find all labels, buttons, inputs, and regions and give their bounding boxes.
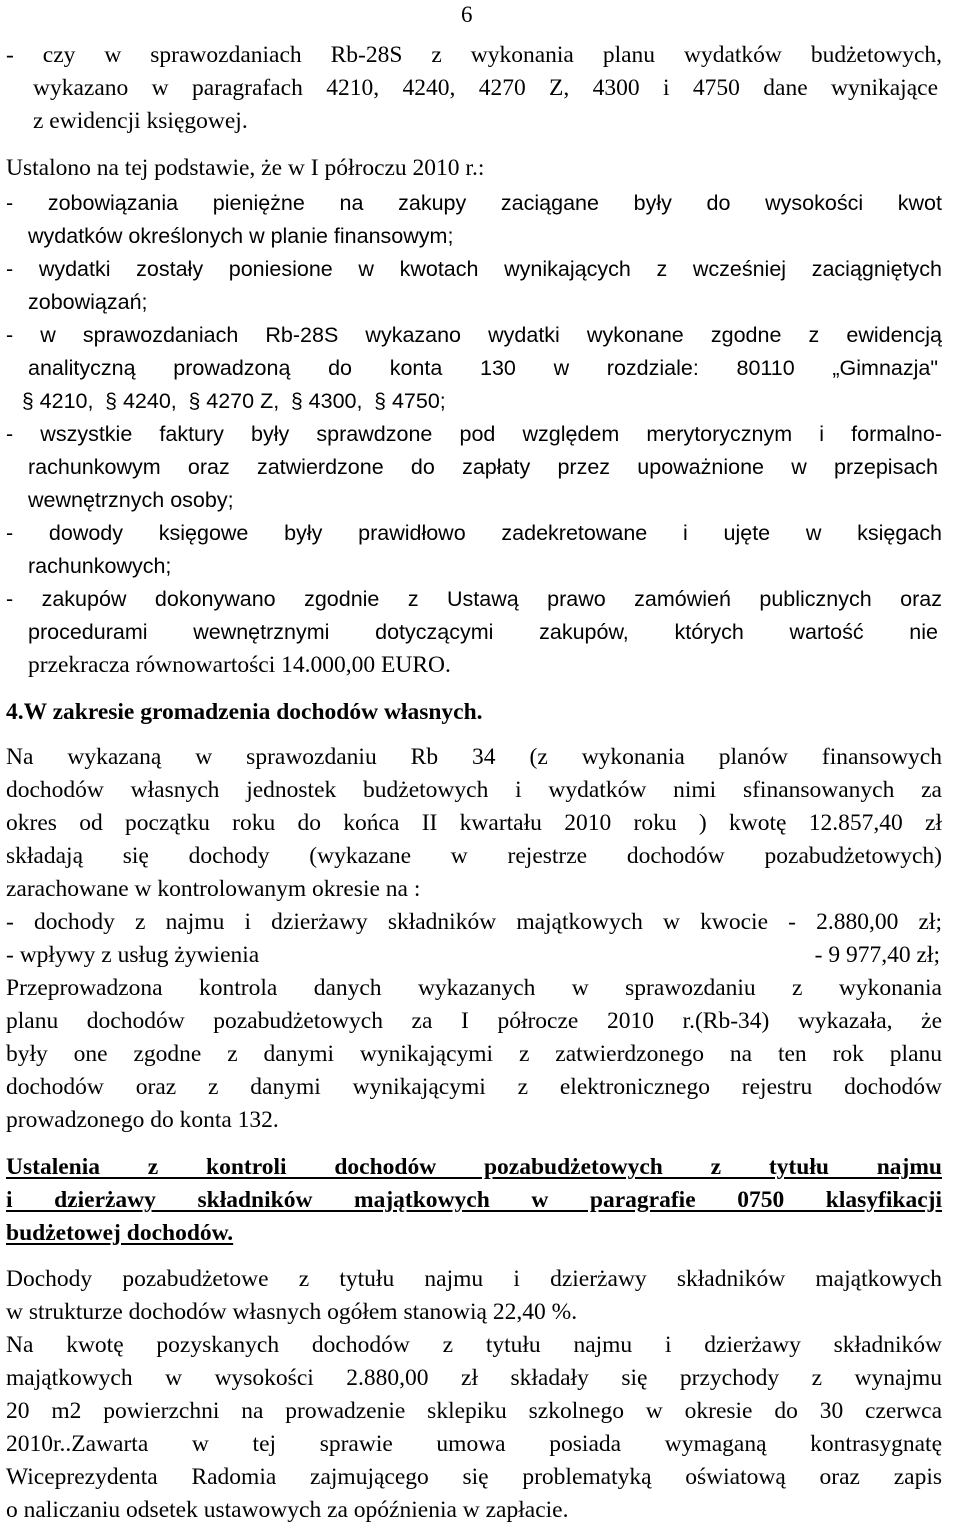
section-heading: budżetowej dochodów.: [6, 1220, 234, 1246]
text-line: wydatków określonych w planie finansowym;: [28, 224, 454, 248]
paragraph-code: 4210,: [39, 389, 94, 413]
text-line: 20 m2 powierzchni na prowadzenie sklepiku szkolnego w okresie do 30 czerwca: [6, 1398, 942, 1424]
text-line: - czy w sprawozdaniach Rb-28S z wykonania planu wydatków budżetowych,: [6, 42, 942, 68]
section-heading: 4.W zakresie gromadzenia dochodów własnych.: [6, 699, 483, 725]
text-line: dochodów oraz z danymi wynikającymi z elektronicznego rejestru dochodów: [6, 1074, 942, 1100]
text-line: - dowody księgowe były prawidłowo zadekretowane i ujęte w księgach: [6, 521, 942, 545]
text-line: majątkowych w wysokości 2.880,00 zł składały się przychody z wynajmu: [6, 1365, 942, 1391]
section-heading: Ustalenia z kontroli dochodów pozabudżetowych z tytułu najmu: [6, 1154, 942, 1180]
text-line: były one zgodne z danymi wynikającymi z zatwierdzonego na ten rok planu: [6, 1041, 942, 1067]
text-line: rachunkowym oraz zatwierdzone do zapłaty przez upoważnione w przepisach: [28, 455, 938, 479]
paragraph-list: [22, 386, 958, 417]
section-sign-icon: §: [22, 390, 34, 413]
text-line: - wszystkie faktury były sprawdzone pod względem merytorycznym i formalno-: [6, 422, 942, 446]
section-sign-icon: §: [182, 390, 201, 413]
text-line: wykazano w paragrafach 4210, 4240, 4270 Z, 4300 i 4750 dane wynikające: [33, 75, 938, 101]
text-line: Wiceprezydenta Radomia zajmującego się problematyką oświatową oraz zapis: [6, 1464, 942, 1490]
text-line: w strukturze dochodów własnych ogółem stanowią 22,40 %.: [6, 1299, 578, 1325]
text-line: - dochody z najmu i dzierżawy składników majątkowych w kwocie - 2.880,00 zł;: [6, 909, 942, 935]
section-sign-icon: §: [368, 390, 386, 413]
text-line: Dochody pozabudżetowe z tytułu najmu i dzierżawy składników majątkowych: [6, 1266, 942, 1292]
text-line: okres od początku roku do końca II kwartału 2010 roku ) kwotę 12.857,40 zł: [6, 810, 942, 836]
text-line: planu dochodów pozabudżetowych za I półrocze 2010 r.(Rb-34) wykazała, że: [6, 1008, 942, 1034]
text-line: zobowiązań;: [28, 290, 148, 314]
text-line: - zakupów dokonywano zgodnie z Ustawą prawo zamówień publicznych oraz: [6, 587, 942, 611]
text-line: rachunkowych;: [28, 554, 172, 578]
section-heading: i dzierżawy składników majątkowych w paragrafie 0750 klasyfikacji: [6, 1187, 942, 1213]
text-line: - zobowiązania pieniężne na zakupy zaciągane były do wysokości kwot: [6, 191, 942, 215]
text-line: - wpływy z usług żywienia: [6, 942, 260, 968]
text-line: wewnętrznych osoby;: [28, 488, 234, 512]
text-line: przekracza równowartości 14.000,00 EURO.: [28, 652, 451, 678]
page-number: 6: [461, 2, 473, 27]
text-line: Na wykazaną w sprawozdaniu Rb 34 (z wykonania planów finansowych: [6, 744, 942, 770]
text-line: składają się dochody (wykazane w rejestrze dochodów pozabudżetowych): [6, 843, 942, 869]
section-sign-icon: §: [99, 390, 117, 413]
text-line: zarachowane w kontrolowanym okresie na :: [6, 876, 421, 902]
text-line: Przeprowadzona kontrola danych wykazanych w sprawozdaniu z wykonania: [6, 975, 942, 1001]
text-line: analityczną prowadzoną do konta 130 w rozdziale: 80110 „Gimnazja": [28, 356, 938, 380]
amount-value: - 9 977,40 zł;: [814, 942, 940, 968]
text-line: z ewidencji księgowej.: [33, 108, 248, 134]
paragraph-code: 4240,: [122, 389, 177, 413]
paragraph-code: 4300,: [308, 389, 363, 413]
paragraph-code: 4750;: [391, 389, 446, 413]
paragraph-code: 4270 Z,: [206, 389, 280, 413]
section-sign-icon: §: [285, 390, 303, 413]
text-line: Na kwotę pozyskanych dochodów z tytułu najmu i dzierżawy składników: [6, 1332, 942, 1358]
text-line: dochodów własnych jednostek budżetowych i wydatków nimi sfinansowanych za: [6, 777, 942, 803]
text-line: o naliczaniu odsetek ustawowych za opóźnienia w zapłacie.: [6, 1497, 569, 1523]
text-line: Ustalono na tej podstawie, że w I półroczu 2010 r.:: [6, 155, 485, 181]
text-line: procedurami wewnętrznymi dotyczącymi zakupów, których wartość nie: [28, 620, 938, 644]
text-line: - w sprawozdaniach Rb-28S wykazano wydatki wykonane zgodne z ewidencją: [6, 323, 942, 347]
text-line: prowadzonego do konta 132.: [6, 1107, 279, 1133]
text-line: 2010r..Zawarta w tej sprawie umowa posiada wymaganą kontrasygnatę: [6, 1431, 942, 1457]
text-line: - wydatki zostały poniesione w kwotach wynikających z wcześniej zaciągniętych: [6, 257, 942, 281]
